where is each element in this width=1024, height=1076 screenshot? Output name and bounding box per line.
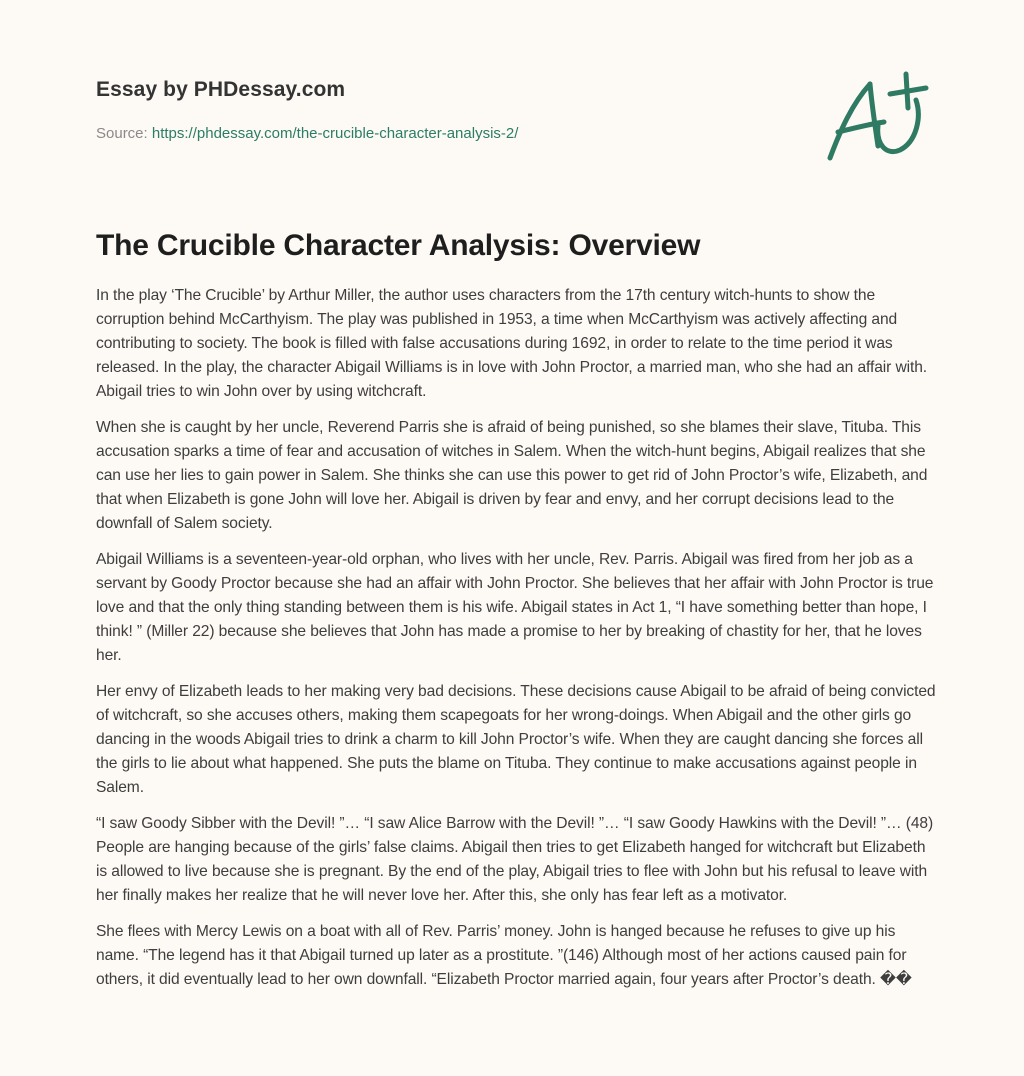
page-header xyxy=(96,76,696,144)
source-label: Source: xyxy=(96,125,148,142)
essay-paragraph: Abigail Williams is a seventeen-year-old orphan, who lives with her uncle, Rev. Parris. Abigail was fired from her job as a servant by Goody Proctor because she had an affair with John Proctor. She believes that her affair with John Proctor is true love and that the only thing standing between them is his wife. Abigail states in Act 1, “I have something better than hope, I think! ” (Miller 22) because she believes that John has made a promise to her by breaking of chastity for her, that he loves her. xyxy=(96,551,934,664)
a-plus-grade-icon xyxy=(820,66,930,166)
source-line xyxy=(96,124,696,144)
site-title: Essay by PHDessay.com xyxy=(96,78,346,101)
essay-title: The Crucible Character Analysis: Overview xyxy=(96,229,701,262)
essay-paragraph: Her envy of Elizabeth leads to her making very bad decisions. These decisions cause Abigail to be afraid of being convicted of witchcraft, so she accuses others, making them scapegoats for her wrong-doings. When Abigail and the other girls go dancing in the woods Abigail tries to drink a charm to kill John Proctor’s wife. When they are caught dancing she forces all the girls to lie about what happened. She puts the blame on Tituba. They continue to make accusations against people in Salem. xyxy=(96,683,936,796)
source-link[interactable]: https://phdessay.com/the-crucible-character-analysis-2/ xyxy=(151,125,519,142)
essay-paragraph: In the play ‘The Crucible’ by Arthur Miller, the author uses characters from the 17th century witch-hunts to show the corruption behind McCarthyism. The play was published in 1953, a time when McCarthyism was actively affecting and contributing to society. The book is filled with false accusations during 1692, in order to relate to the time period it was released. In the play, the character Abigail Williams is in love with John Proctor, a married man, who she had an affair with. Abigail tries to win John over by using witchcraft. xyxy=(96,287,928,400)
essay-paragraph: She flees with Mercy Lewis on a boat with all of Rev. Parris’ money. John is hanged because he refuses to give up his name. “The legend has it that Abigail turned up later as a prostitute. ”(146) Although most of her actions caused pain for others, it did eventually lead to her own downfall. “Elizabeth Proctor married again, four years after Proctor’s death. �� xyxy=(96,923,912,988)
essay-paragraph: When she is caught by her uncle, Reverend Parris she is afraid of being punished, so she blames their slave, Tituba. This accusation sparks a time of fear and accusation of witches in Salem. When the witch-hunt begins, Abigail realizes that she can use her lies to gain power in Salem. She thinks she can use this power to get rid of John Proctor’s wife, Elizabeth, and that when Elizabeth is gone John will love her. Abigail is driven by fear and envy, and her corrupt decisions lead to the downfall of Salem society. xyxy=(96,419,928,532)
essay-paragraph: “I saw Goody Sibber with the Devil! ”… “I saw Alice Barrow with the Devil! ”… “I saw Goody Hawkins with the Devil! ”… (48) People are hanging because of the girls’ false claims. Abigail then tries to get Elizabeth hanged for witchcraft but Elizabeth is allowed to live because she is pregnant. By the end of the play, Abigail tries to flee with John but his refusal to leave with her finally makes her realize that he will never love her. After this, she only has fear left as a motivator. xyxy=(96,815,934,904)
essay-article xyxy=(96,226,936,1004)
